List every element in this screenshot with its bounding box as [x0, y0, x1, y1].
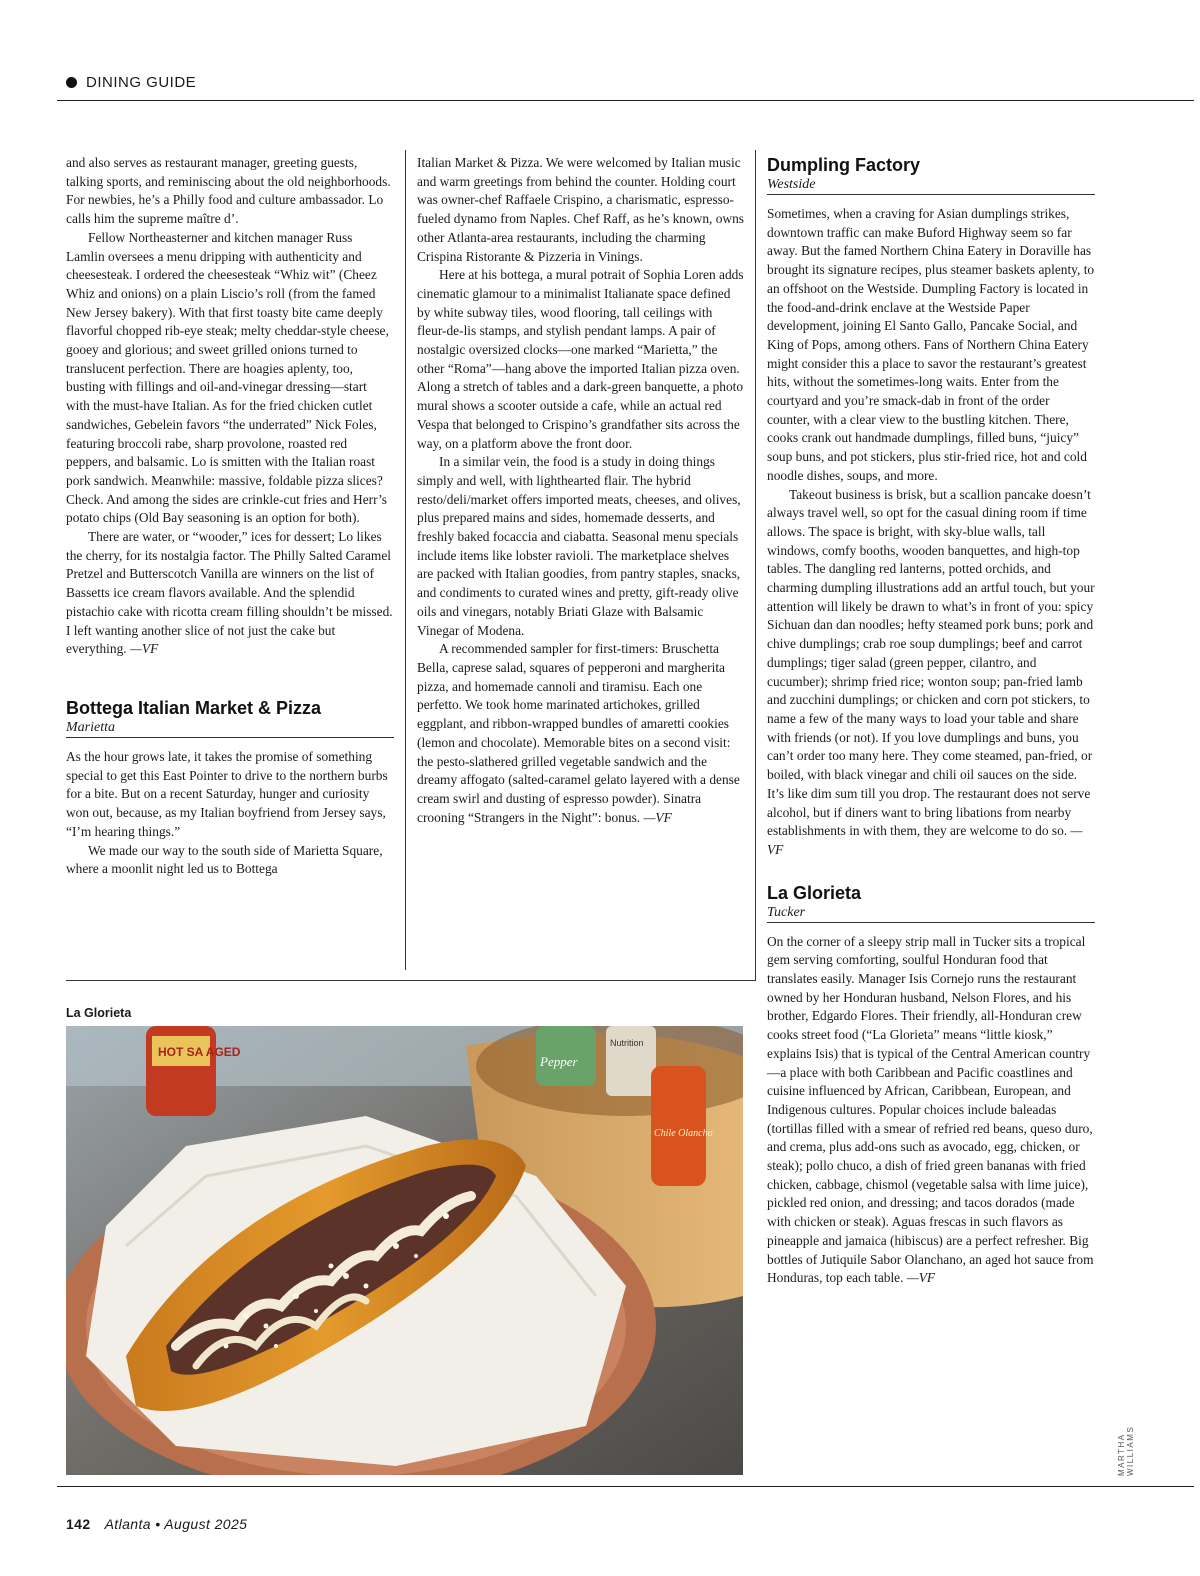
restaurant-location-glorieta: Tucker	[767, 904, 806, 920]
restaurant-location-bottega: Marietta	[66, 719, 115, 735]
column-left	[66, 154, 394, 879]
page-footer	[66, 1516, 247, 1532]
restaurant-name-glorieta: La Glorieta	[767, 882, 862, 903]
section-rule	[767, 194, 1095, 195]
paragraph: As the hour grows late, it takes the promise of something special to get this East Pointer to drive to the northern burbs for a bite. But on a recent Saturday, hunger and curiosity won out, because, as my Italian boyfriend from Jersey says, “I’m hearing things.”	[66, 748, 388, 839]
paragraph: Sometimes, when a craving for Asian dumplings strikes, downtown traffic can make Buford Highway seem so far away. But the famed Northern China Eatery in Doraville has brought its signature recipes, plus steamer baskets aplenty, to an offshoot on the Westside. Dumpling Factory is located in the food-and-drink enclave at the Westside Paper development, joining El Santo Gallo, Pancake Social, and King of Pops, among others. Fans of Northern China Eatery might consider this a place to savor the restaurant’s greatest hits, without the sometimes-long waits. Enter from the courtyard and you’re smack-dab in front of the order counter, with a clear view to the bustling kitchen. There, cooks crank out handmade dumplings, filled buns, “juicy” soup buns, and pot stickers, plus stir-fried rice, hot and cold noodle dishes, soups, and more.	[767, 206, 1095, 483]
footer-rule	[57, 1486, 1194, 1487]
food-photo	[66, 1026, 743, 1475]
bottle-label-text: Pepper	[540, 1054, 578, 1069]
paragraph-text: There are water, or “wooder,” ices for dessert; Lo likes the cherry, for its nostalgia factor. The Philly Salted Caramel Pretzel and Butterscotch Vanilla are winners on the list of Bassetts ice cream flavors available. And the splendid pistachio cake with ricotta cream filling shouldn’t be missed. I left wanting another slice of not just the cake but everything.	[66, 529, 393, 657]
header-rule	[57, 100, 1194, 101]
column-divider	[405, 150, 406, 970]
bottle-label-text: Chile Olancho	[654, 1128, 713, 1139]
author-signature: —VF	[643, 809, 672, 825]
section-header	[66, 74, 196, 91]
paragraph: and also serves as restaurant manager, greeting guests, talking sports, and reminiscing about the old neighborhoods. For newbies, he’s a Philly food and culture ambassador. Lo calls him the supreme maître d’.	[66, 155, 391, 227]
bullet-icon	[66, 77, 77, 88]
column-right	[767, 154, 1095, 1288]
paragraph	[767, 486, 1095, 860]
restaurant-location-dumpling: Westside	[767, 177, 816, 192]
bottle-label-text: HOT SA AGED	[158, 1045, 241, 1059]
bottle	[606, 1026, 656, 1096]
photo-credit: MARTHA WILLIAMS	[1117, 1425, 1135, 1476]
paragraph	[417, 640, 745, 827]
author-signature: —VF	[767, 823, 1083, 857]
section-rule	[767, 922, 1095, 923]
page-number: 142	[66, 1516, 91, 1532]
paragraph: In a similar vein, the food is a study in doing things simply and well, with lighthearted flair. The hybrid resto/deli/market offers imported meats, cheeses, and olives, plus prepared mains and sides, homemade desserts, and freshly baked focaccia and ciabatta. Seasonal menu specials include items like lobster ravioli. The marketplace shelves are packed with Italian goodies, from pantry staples, snacks, and condiments to curated wines and pretty, gift-ready olive oils and vinegars, notably Briati Glaze with Balsamic Vinegar of Modena.	[417, 454, 741, 638]
section-title: DINING GUIDE	[86, 74, 197, 91]
section-rule	[66, 980, 756, 981]
bottle-label-text: Nutrition	[610, 1038, 644, 1048]
restaurant-name-dumpling: Dumpling Factory	[767, 155, 921, 175]
paragraph: Italian Market & Pizza. We were welcomed by Italian music and warm greetings from behind the counter. Holding court was owner-chef Raffaele Crispino, a charismatic, espresso-fueled dynamo from Naples. Chef Raff, as he’s known, owns other Atlanta-area restaurants, including the charming Crispina Ristorante & Pizzeria in Vinings.	[417, 155, 745, 264]
baleada-illustration	[66, 1026, 743, 1475]
paragraph: We made our way to the south side of Marietta Square, where a moonlit night led us to Bottega	[66, 842, 383, 877]
publication-info: Atlanta • August 2025	[104, 1516, 248, 1532]
paragraph	[66, 528, 394, 659]
paragraph: Fellow Northeasterner and kitchen manager Russ Lamlin oversees a menu dripping with authenticity and cheesesteak. I ordered the cheesesteak “Whiz wit” (Cheez Whiz and onions) on a plain Liscio’s roll (from the famed New Jersey bakery). With that first toasty bite came deeply flavorful chopped rib-eye steak; melty cheddar-style cheese, gooey and glorious; and sweet grilled onions turned to translucent perfection. There are hoagies aplenty, too, busting with fillings and oil-and-vinegar dressing—start with the must-have Italian. As for the fried chicken cutlet sandwiches, Gebelein favors “the underrated” Nick Foles, featuring broccoli rabe, sharp provolone, roasted red peppers, and balsamic. Lo is smitten with the Italian roast pork sandwich. Meanwhile: massive, foldable pizza slices? Check. And among the sides are crinkle-cut fries and Herr’s potato chips (Old Bay seasoning is an option for both).	[66, 229, 389, 526]
photo-caption: La Glorieta	[66, 1006, 132, 1020]
author-signature: —VF	[906, 1270, 936, 1286]
author-signature: —VF	[129, 641, 159, 657]
paragraph: Here at his bottega, a mural potrait of Sophia Loren adds cinematic glamour to a minimalist Italianate space defined by white subway tiles, wood flooring, tall ceilings with fleur-de-lis stamps, and stylish pendant lamps. A pair of nostalgic oversized clocks—one marked “Marietta,” the other “Roma”—hang above the imported Italian pizza oven. Along a stretch of tables and a dark-green banquette, a photo mural shows a scooter outside a cafe, while an actual red Vespa that belonged to Crispino’s grandfather sits across the way, on a platform above the front door.	[417, 267, 744, 451]
paragraph-text: A recommended sampler for first-timers: Bruschetta Bella, caprese salad, squares of pepperoni and margherita pizza, and homemade cannoli and tiramisu. Each one perfetto. We took home marinated artichokes, grilled eggplant, and ribbon-wrapped bundles of amaretti cookies (lemon and chocolate). Memorable bites on a second visit: the pesto-slathered grilled vegetable sandwich and the dreamy affogato (salted-caramel gelato layered with a dense cream swirl and dusting of espresso powder). Sinatra crooning “Strangers in the Night”: bonus.	[417, 641, 740, 825]
section-rule	[66, 737, 394, 738]
paragraph-text: Takeout business is brisk, but a scallion pancake doesn’t always travel well, so opt for the casual dining room if time allows. The space is bright, with sky-blue walls, tall windows, comfy booths, wooden banquettes, and high-top tables. The dangling red lanterns, potted orchids, and charming dumpling illustrations add an artful touch, but your attention will likely be drawn to what’s in front of you: spicy Sichuan dan dan noodles; hefty steamed pork buns; pork and chive dumplings; crab roe soup dumplings; beef and carrot dumplings; tiger salad (green pepper, cilantro, and cucumber); shrimp fried rice; wonton soup; pan-fried lamb and zucchini dumplings; or chicken and corn pot stickers, to name a few of the many ways to load your table and share with friends (or not). If you love dumplings and buns, you can’t order too many here. They come steamed, pan-fried, or boiled, with black vinegar and chili oil sauces on the side. It’s like dim sum till you drop. The restaurant does not serve alcohol, but if diners want to bring libations from nearby establishments in with them, they are welcome to do so.	[767, 486, 1095, 839]
paragraph	[767, 933, 1095, 1288]
chile-bottle	[651, 1066, 706, 1186]
column-middle	[417, 154, 745, 827]
column-divider	[755, 150, 756, 980]
restaurant-name-bottega: Bottega Italian Market & Pizza	[66, 697, 322, 718]
paragraph-text: On the corner of a sleepy strip mall in Tucker sits a tropical gem serving comforting, soulful Honduran food that translates easily. Manager Isis Cornejo runs the restaurant owned by her Honduran husband, Nelson Flores, and his brother, Edgardo Flores. Their friendly, all-Honduran crew cooks street food (“La Glorieta” means “little kiosk,” explains Isis) that is typical of the Central American country—a place with both Caribbean and Pacific coastlines and cuisine influenced by African, Caribbean, European, and Indigenous cultures. Popular choices include baleadas (tortillas filled with a smear of refried red beans, queso duro, and crema, plus add-ons such as avocado, egg, chicken, or steak); pollo chuco, a dish of fried green bananas with fried chicken, cabbage, chismol (vegetable salsa with lime juice), pickled red onion, and dressing; and tacos dorados (made with chicken or steak). Aguas frescas in such flavors as pineapple and jamaica (hibiscus) are a perfect refresher. Big bottles of Jutiquile Sabor Olanchano, an aged hot sauce from Honduras, top each table.	[767, 933, 1094, 1286]
